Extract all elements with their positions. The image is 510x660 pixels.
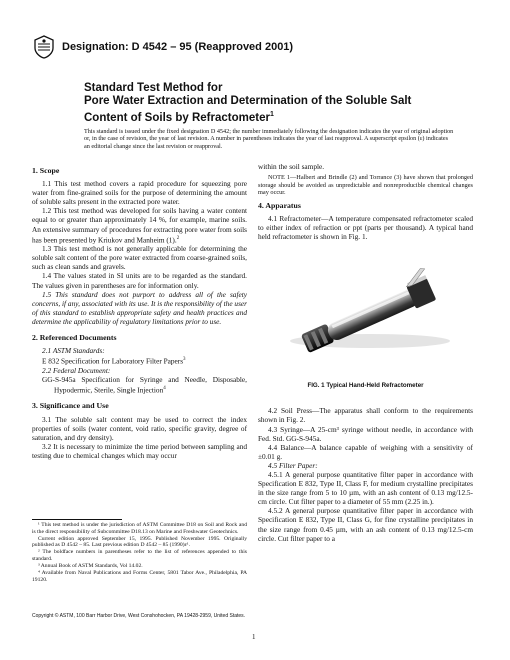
paragraph-2-1: 2.1 ASTM Standards: (42, 346, 105, 356)
document-title (84, 82, 444, 125)
page-number: 1 (252, 633, 256, 641)
paragraph-4-5-2: 4.5.2 A general purpose quantitative filter paper in accordance with Specification E 832, Type II, Class G, for fine crystalline precipitates in the size range from 0.45 µm, with an ash content of 0.13 mg/12.5-cm circle. Cut filter paper to a (258, 506, 473, 543)
title-line-1: Standard Test Method for (84, 82, 223, 94)
section-heading-referenced-documents: 2. Referenced Documents (32, 333, 117, 343)
note-1: NOTE 1—Halbert and Brindle (2) and Torrance (3) have shown that prolonged storage should be avoided as unpredictable and nonreproducible chemical changes may occur. (258, 174, 473, 197)
footnote-2: ² The boldface numbers in parentheses refer to the list of references appended to this standard. (32, 549, 247, 562)
paragraph-1-3: 1.3 This test method is not generally applicable for determining the soluble salt content of the pore water extracted from coarse-grained soils, such as clean sands and gravels. (32, 244, 247, 272)
footnote-1-edition: Current edition approved September 15, 1995. Published November 1995. Originally published as D 4542 – 85. Last previous edition D 4542 – 85 (1990)ε¹. (32, 535, 247, 549)
paragraph-1-5: 1.5 This standard does not purport to address all of the safety concerns, if any, associated with its use. It is the responsibility of the user of this standard to establish appropriate safety and health practices and determine the applicability of regulatory limitations prior to use. (32, 289, 247, 326)
paragraph-4-5: 4.5 Filter Paper: (268, 460, 318, 470)
document-header (34, 34, 293, 60)
footnotes (32, 522, 247, 584)
footnote-4: ⁴ Available from Naval Publications and Forms Center, 5801 Tabor Ave., Philadelphia, PA 19120. (32, 570, 247, 583)
copyright-line: Copyright © ASTM, 100 Barr Harbor Drive, West Conshohocken, PA 19428-2959, United States. (32, 613, 246, 619)
reference-e832-text: E 832 Specification for Laboratory Filter Papers (42, 356, 184, 366)
paragraph-1-2 (32, 206, 247, 244)
paragraph-2-2: 2.2 Federal Document: (42, 365, 111, 375)
paragraph-4-4: 4.4 Balance—A balance capable of weighing with a sensitivity of ±0.01 g. (258, 442, 473, 461)
designation: Designation: D 4542 – 95 (Reapproved 2001) (62, 41, 294, 53)
figure-1-refractometer-photo (258, 249, 473, 375)
paragraph-4-2: 4.2 Soil Press—The apparatus shall conform to the requirements shown in Fig. 2. (258, 406, 473, 425)
section-heading-significance-and-use: 3. Significance and Use (32, 401, 109, 411)
footnote-ref-2: 2 (176, 235, 180, 241)
title-line-2: Pore Water Extraction and Determination of the Soluble Salt (84, 95, 412, 107)
issued-notice: This standard is issued under the fixed designation D 4542; the number immediately following the designation indicates the year of original adoption or, in the case of revision, the year of last revision. A number in parentheses indicates the year of last reapproval. A superscript epsilon (ε) indicates an editorial change since the last revision or reapproval. (84, 128, 454, 150)
footnote-1: ¹ This test method is under the jurisdiction of ASTM Committee D18 on Soil and Rock and is the direct responsibility of Subcommittee D18.13 on Marine and Freshwater Geotechnics. (32, 522, 247, 535)
right-column (258, 162, 473, 543)
paragraph-1-2-text: 1.2 This test method was developed for soils having a water content equal to or greater than approximately 14 %, for example, marine soils. An extensive summary of procedures for extracting pore water from soils has been presented by Kriukov and Manheim (1). (32, 206, 247, 245)
footnote-3: ³ Annual Book of ASTM Standards, Vol 14.02. (38, 563, 143, 570)
reference-gg-s-945a-text: GG-S-945a Specification for Syringe and Needle, Disposable, Hypodermic, Sterile, Single Injection (42, 374, 247, 395)
section-heading-scope: 1. Scope (32, 166, 60, 175)
footnote-ref-4: 4 (163, 385, 166, 391)
figure-1-caption: FIG. 1 Typical Hand-Held Refractometer (307, 382, 424, 390)
reference-gg-s-945a (32, 375, 247, 395)
footnote-ref-3: 3 (183, 357, 186, 363)
paragraph-4-3: 4.3 Syringe—A 25-cm³ syringe without needle, in accordance with Fed. Std. GG-S-945a. (258, 424, 473, 443)
reference-e832 (32, 355, 247, 366)
left-column (32, 162, 247, 460)
section-heading-apparatus: 4. Apparatus (258, 200, 301, 210)
paragraph-1-1: 1.1 This test method covers a rapid procedure for squeezing pore water from fine-grained soils for the purpose of determining the amount of soluble salts present in the extracted pore water. (32, 179, 247, 207)
paragraph-4-1: 4.1 Refractometer—A temperature compensated refractometer scaled to either index of refraction or ppt (parts per thousand). A typical hand held refractometer is shown in Fig. 1. (258, 213, 473, 242)
paragraph-1-4: 1.4 The values stated in SI units are to be regarded as the standard. The values given in parentheses are for information only. (32, 271, 247, 290)
footnote-divider (32, 519, 122, 520)
paragraph-3-1: 3.1 The soluble salt content may be used to correct the index properties of soils (water content, void ratio, specific gravity, degree of saturation, and dry density). (32, 414, 247, 442)
continuation-text: within the soil sample. (258, 162, 325, 171)
astm-logo-icon (34, 35, 54, 59)
title-line-3: Content of Soils by Refractometer (84, 111, 270, 124)
refractometer-image (266, 249, 466, 375)
paragraph-3-2: 3.2 It is necessary to minimize the time period between sampling and testing due to chemical changes which may occur (32, 441, 247, 460)
paragraph-4-5-1: 4.5.1 A general purpose quantitative filter paper in accordance with Specification E 832, Type II, Class F, for medium crystalline precipitates in the size range from 5 to 10 µm, with an ash content of 0.13 mg/12.5-cm circle. Cut filter paper to a diameter of 55 mm (2.25 in.). (258, 470, 473, 507)
title-footnote-ref: 1 (269, 111, 274, 118)
